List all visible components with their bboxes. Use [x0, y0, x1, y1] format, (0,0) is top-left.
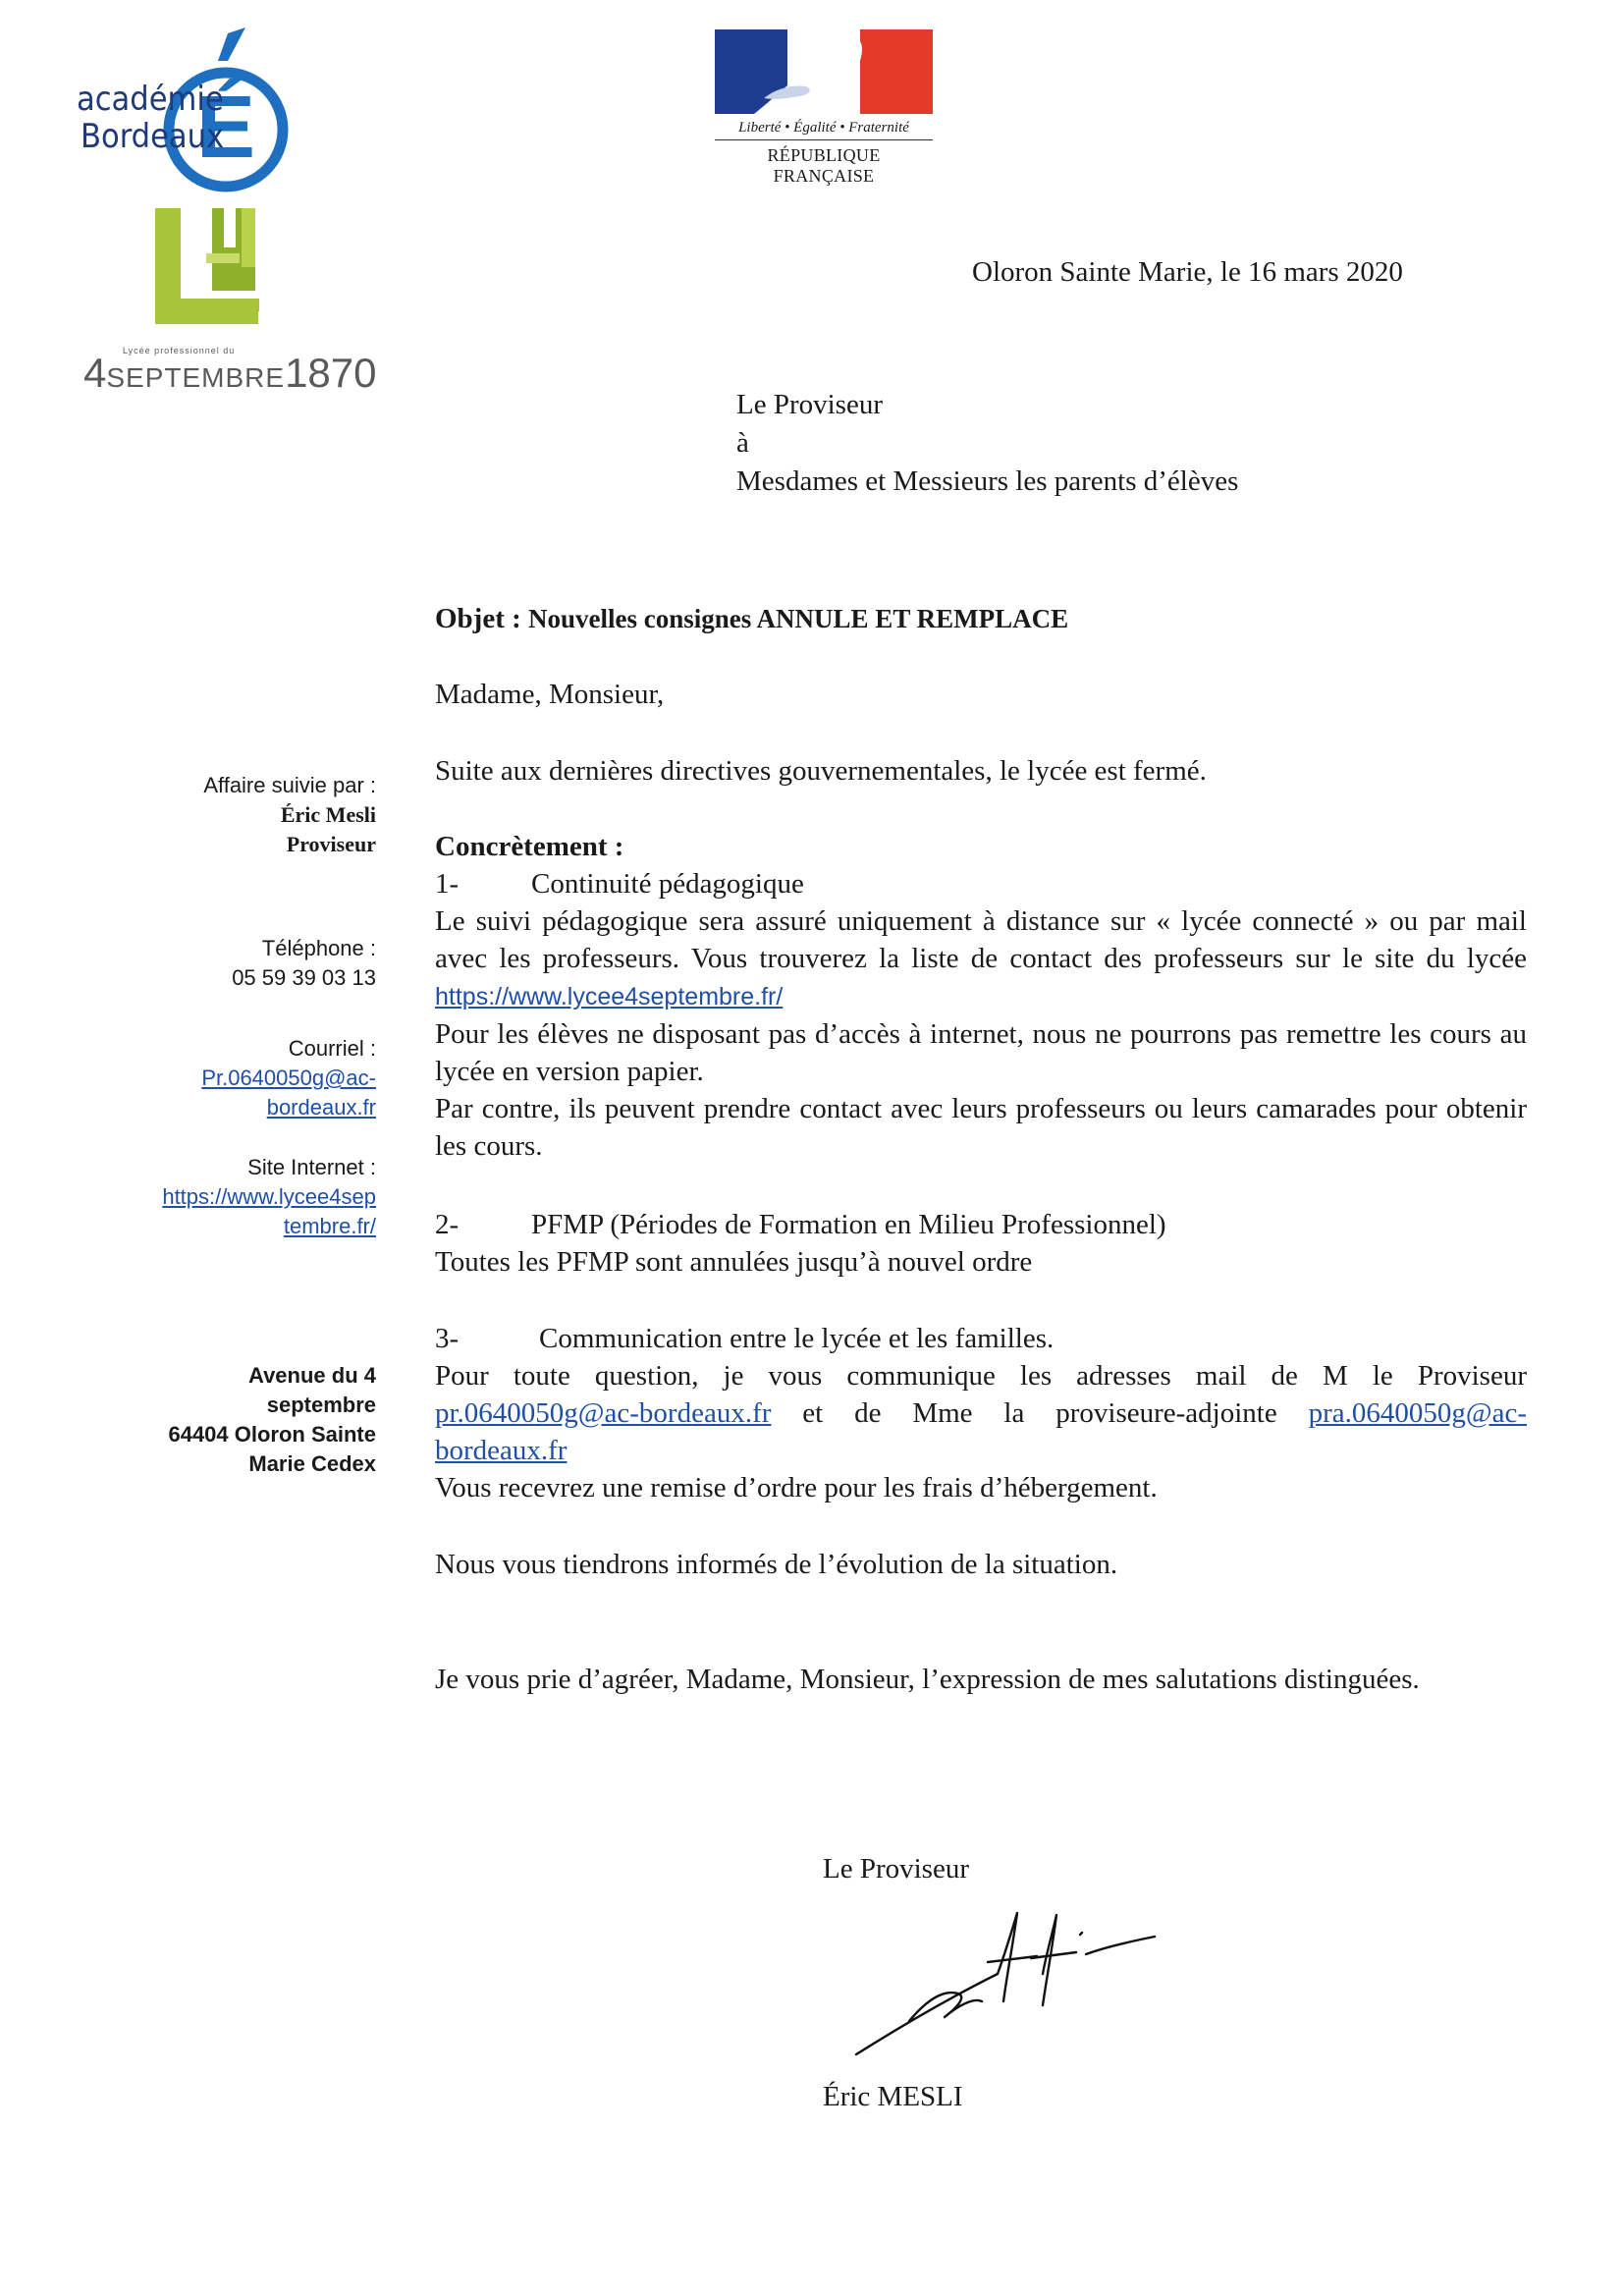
intro-paragraph: Suite aux dernières directives gouvernementales, le lycée est fermé.: [435, 755, 1207, 787]
lycee-subtitle: Lycée professionnel du: [123, 346, 236, 355]
signature-name: Éric MESLI: [823, 2081, 963, 2112]
lycee-name-num: 4: [83, 350, 107, 396]
signature-title: Le Proviseur: [823, 1853, 969, 1885]
subject: [435, 600, 1068, 637]
address-line3: 64404 Oloron Sainte: [168, 1422, 376, 1447]
address-line1: Avenue du 4: [248, 1363, 376, 1388]
salutation: Madame, Monsieur,: [435, 679, 665, 710]
handwritten-signature: [850, 1903, 1164, 2060]
lycee-name-year: 1870: [285, 350, 377, 396]
section-communication: [435, 1320, 1527, 1506]
section2-paragraph: Toutes les PFMP sont annulées jusqu’à nouvel ordre: [435, 1246, 1033, 1278]
section1-paragraph2: Pour les élèves ne disposant pas d’accès à internet, nous ne pourrons pas remettre les cours au lycée en version papier.: [435, 1018, 1527, 1087]
site-link-line1[interactable]: https://www.lycee4sep: [162, 1184, 376, 1209]
svg-text:É: É: [195, 79, 256, 177]
section1-number: 1-: [435, 868, 460, 900]
academie-bordeaux-logo: [71, 24, 297, 200]
section1-paragraph1: Le suivi pédagogique sera assuré uniquement à distance sur « lycée connecté » ou par mail avec les professeurs. Vous trouverez la liste de contact des professeurs sur le site du lycée https://www.lycee4septembre.fr/: [435, 905, 1527, 1011]
closing-paragraph: Je vous prie d’agréer, Madame, Monsieur, l’expression de mes salutations distinguées.: [435, 1664, 1420, 1695]
recipient: Mesdames et Messieurs les parents d’élèves: [736, 465, 1239, 497]
info-paragraph: Nous vous tiendrons informés de l’évolution de la situation.: [435, 1549, 1118, 1580]
mail-link-line2[interactable]: bordeaux.fr: [266, 1095, 376, 1120]
place-date: Oloron Sainte Marie, le 16 mars 2020: [972, 256, 1403, 288]
address-line2: septembre: [266, 1393, 376, 1417]
followed-label: Affaire suivie par :: [203, 773, 376, 797]
section-pfmp: [435, 1206, 1527, 1281]
section3-paragraph2: Vous recevrez une remise d’ordre pour les frais d’hébergement.: [435, 1472, 1158, 1503]
svg-text:Bordeaux: Bordeaux: [81, 117, 225, 156]
sidebar-contact: [101, 771, 376, 859]
phone-label: Téléphone :: [261, 936, 376, 960]
rf-name: RÉPUBLIQUE FRANÇAISE: [767, 145, 881, 186]
sender: Le Proviseur: [736, 389, 883, 420]
to-word: à: [736, 427, 749, 459]
section3-paragraph1-line2: pr.0640050g@ac-bordeaux.fr et de Mme la proviseure-adjointe pra.0640050g@ac-: [435, 1397, 1527, 1429]
sidebar-site: [101, 1153, 376, 1241]
followed-role: Proviseur: [286, 832, 376, 856]
concretely-heading: Concrètement :: [435, 831, 624, 862]
section3-title: Communication entre le lycée et les familles.: [539, 1323, 1055, 1354]
lycee-4-septembre-logo: [147, 204, 275, 330]
sidebar-phone: [101, 934, 376, 993]
subject-text: Nouvelles consignes ANNULE ET REMPLACE: [528, 604, 1069, 633]
section2-number: 2-: [435, 1209, 460, 1240]
sidebar-address: [101, 1361, 376, 1479]
section1-paragraph3: Par contre, ils peuvent prendre contact avec leurs professeurs ou leurs camarades pour obtenir les cours.: [435, 1093, 1527, 1162]
subject-label: Objet :: [435, 603, 521, 634]
address-line4: Marie Cedex: [248, 1451, 376, 1476]
proviseure-adjointe-mail-link-part1[interactable]: pra.0640050g@ac-: [1308, 1397, 1527, 1429]
svg-text:E: E: [257, 308, 270, 328]
followed-name: Éric Mesli: [280, 802, 376, 827]
section3-paragraph1-line1: Pour toute question, je vous communique les adresses mail de M le Proviseur: [435, 1360, 1527, 1392]
mail-label: Courriel :: [288, 1036, 376, 1061]
section2-title: PFMP (Périodes de Formation en Milieu Professionnel): [531, 1209, 1166, 1240]
svg-text:académie: académie: [77, 80, 224, 119]
section1-title: Continuité pédagogique: [531, 868, 804, 900]
proviseur-mail-link[interactable]: pr.0640050g@ac-bordeaux.fr: [435, 1397, 772, 1429]
section-concretely: [435, 828, 1527, 1165]
rf-divider: [715, 139, 933, 140]
section3-number: 3-: [435, 1323, 460, 1354]
rf-motto: Liberté • Égalité • Fraternité: [738, 120, 909, 136]
site-link-line2[interactable]: tembre.fr/: [283, 1214, 376, 1238]
site-link-body[interactable]: https://www.lycee4septembre.fr/: [435, 983, 784, 1011]
site-label: Site Internet :: [247, 1155, 376, 1179]
lycee-name-word: SEPTEMBRE: [106, 362, 286, 393]
phone-number: 05 59 39 03 13: [232, 965, 376, 990]
mail-link-line1[interactable]: Pr.0640050g@ac-: [201, 1066, 376, 1090]
sidebar-mail: [101, 1034, 376, 1122]
marianne-logo: [715, 29, 933, 114]
proviseure-adjointe-mail-link-part2[interactable]: bordeaux.fr: [435, 1435, 568, 1466]
